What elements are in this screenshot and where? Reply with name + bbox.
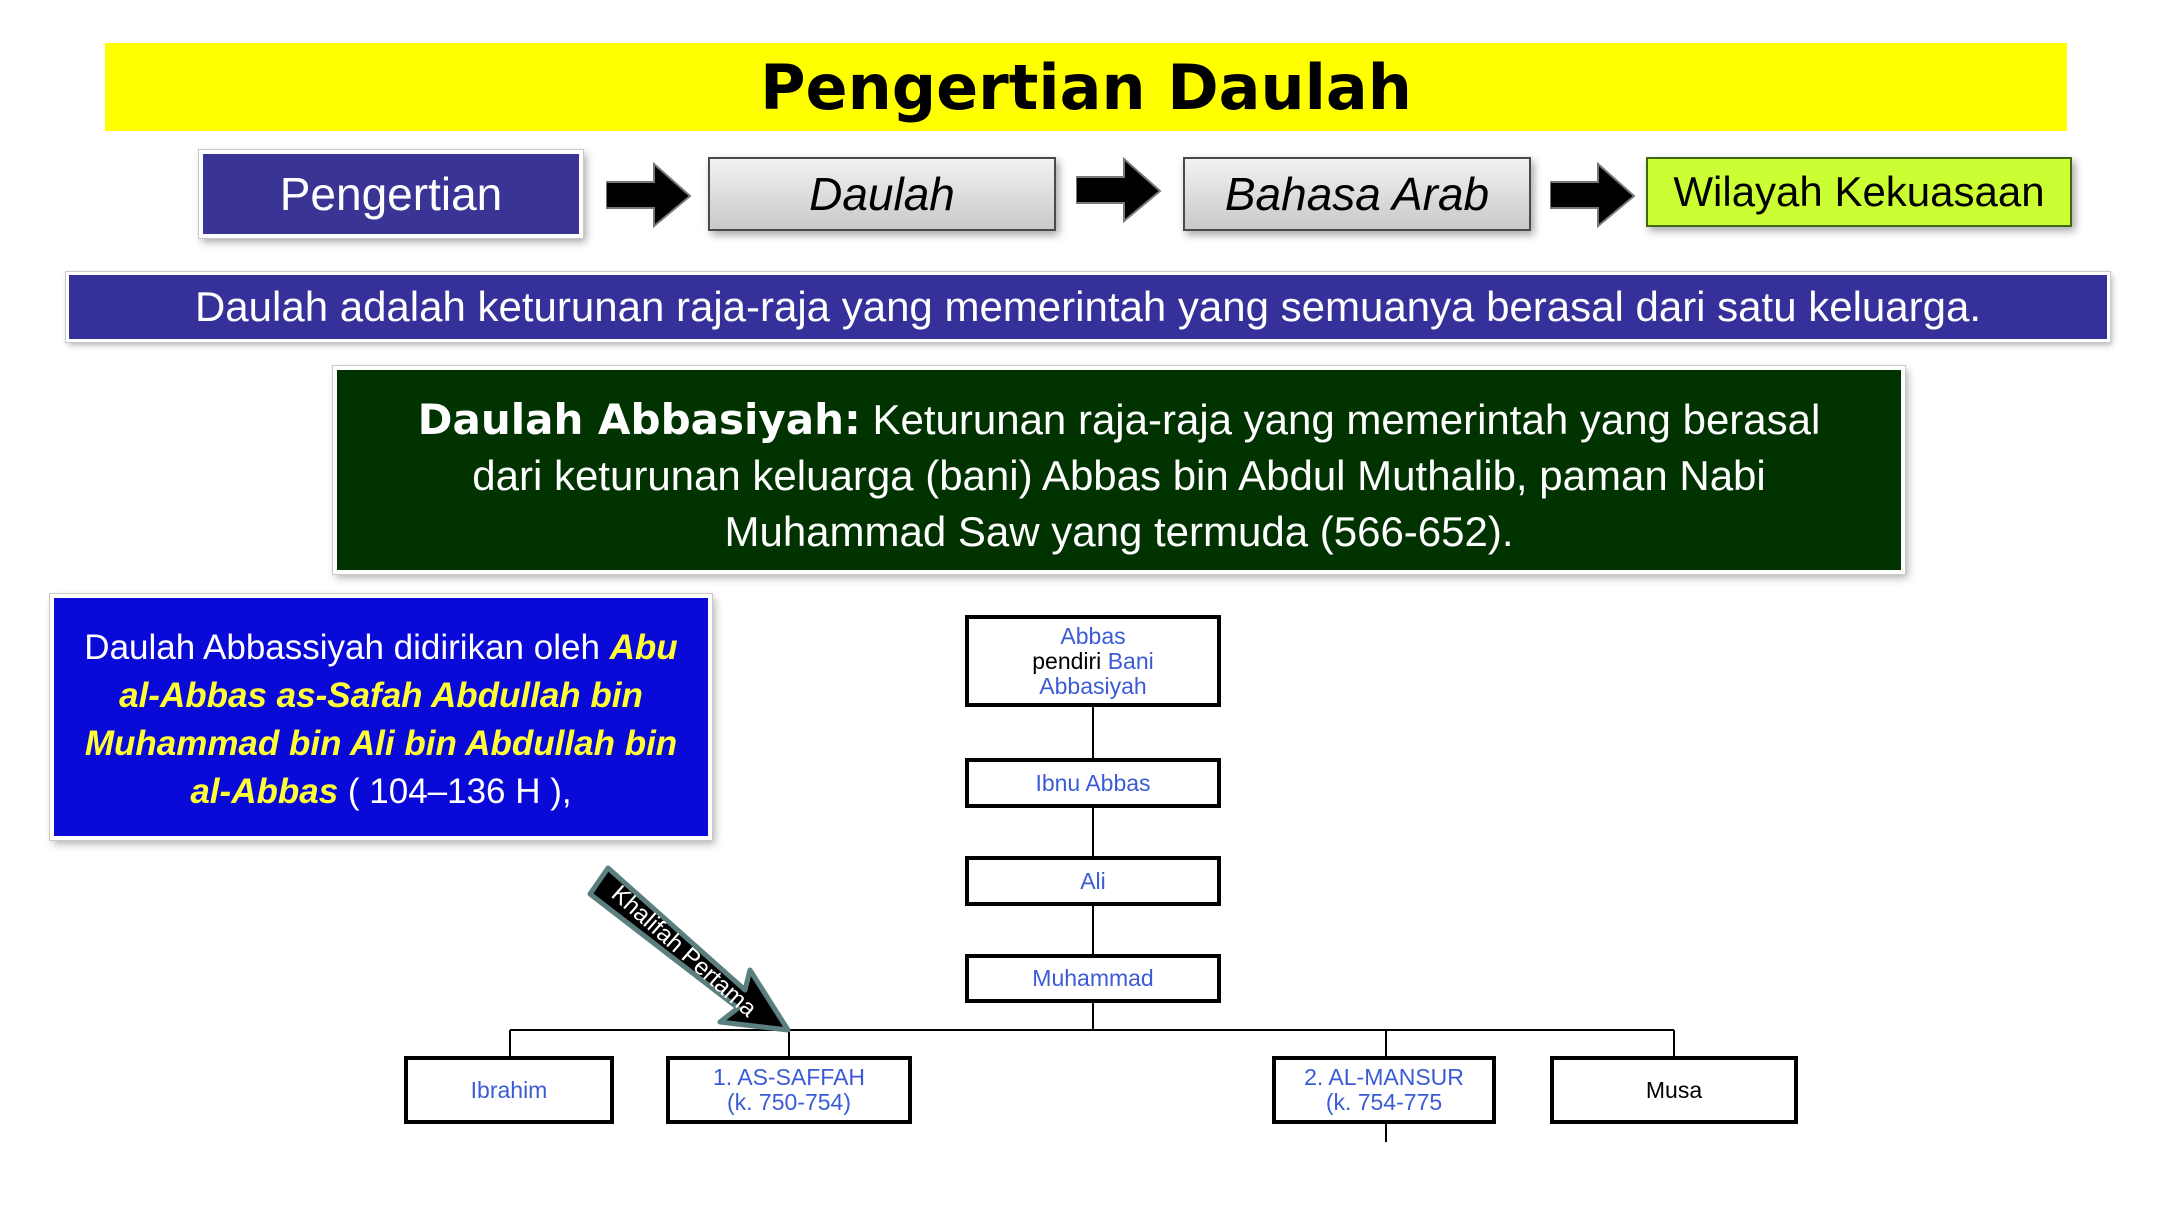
tree-node-muhammad [965,954,1221,1003]
founder-name-part-4: al-Abbas [190,772,339,811]
abbasiyah-term: Daulah Abbasiyah: [417,395,861,444]
step-wilayah-kekuasaan: Wilayah Kekuasaan [1646,157,2072,227]
step-bahasa-arab: Bahasa Arab [1183,157,1531,231]
tree-node-abbas [965,615,1221,707]
tree-node-al-mansur-title: 2. AL-MANSUR [1304,1064,1464,1090]
tree-node-as-saffah [666,1056,912,1124]
tree-node-al-mansur-reign: (k. 754-775 [1325,1089,1443,1115]
tree-node-abbas-name: Abbas [1060,622,1126,649]
tree-node-abbas-role: pendiri [1032,647,1102,674]
founder-years: ( 104–136 H ), [347,772,572,811]
step-daulah: Daulah [708,157,1056,231]
tree-node-al-mansur [1272,1056,1496,1124]
tree-node-muhammad-label: Muhammad [1032,965,1154,991]
tree-node-abbas-dynasty: Abbasiyah [1039,672,1147,699]
tree-node-abbas-bani: Bani [1107,647,1154,674]
tree-node-ibrahim [404,1056,614,1124]
tree-node-ibnu-abbas-label: Ibnu Abbas [1035,769,1151,796]
tree-node-ali [965,856,1221,906]
definition-text: Daulah adalah keturunan raja-raja yang memerintah yang semuanya berasal dari satu keluarga. [66,272,2110,342]
tree-node-as-saffah-reign: (k. 750-754) [726,1089,851,1115]
pointer-arrow-icon [580,850,800,1040]
founder-intro: Daulah Abbassiyah didirikan oleh [84,628,600,667]
abbasiyah-line-3: Muhammad Saw yang termuda (566-652). [724,508,1514,555]
founder-name-part-3: Muhammad bin Ali bin Abdullah bin [84,724,678,763]
tree-node-ibrahim-label: Ibrahim [470,1076,548,1103]
tree-node-ali-label: Ali [1080,867,1106,894]
abbasiyah-line-1: Keturunan raja-raja yang memerintah yang berasal [872,396,1821,443]
tree-node-musa [1550,1056,1798,1124]
tree-node-musa-label: Musa [1645,1076,1703,1103]
step-pengertian: Pengertian [199,150,583,238]
tree-node-as-saffah-title: 1. AS-SAFFAH [712,1064,866,1090]
tree-node-ibnu-abbas [965,758,1221,808]
abbasiyah-line-2: dari keturunan keluarga (bani) Abbas bin Abdul Muthalib, paman Nabi [472,452,1766,499]
page-title: Pengertian Daulah [105,43,2067,131]
founder-name-part-1: Abu [609,628,678,667]
pointer-label: Khalifah Pertama [606,880,762,1023]
founder-name-part-2: al-Abbas as-Safah Abdullah bin [119,676,643,715]
